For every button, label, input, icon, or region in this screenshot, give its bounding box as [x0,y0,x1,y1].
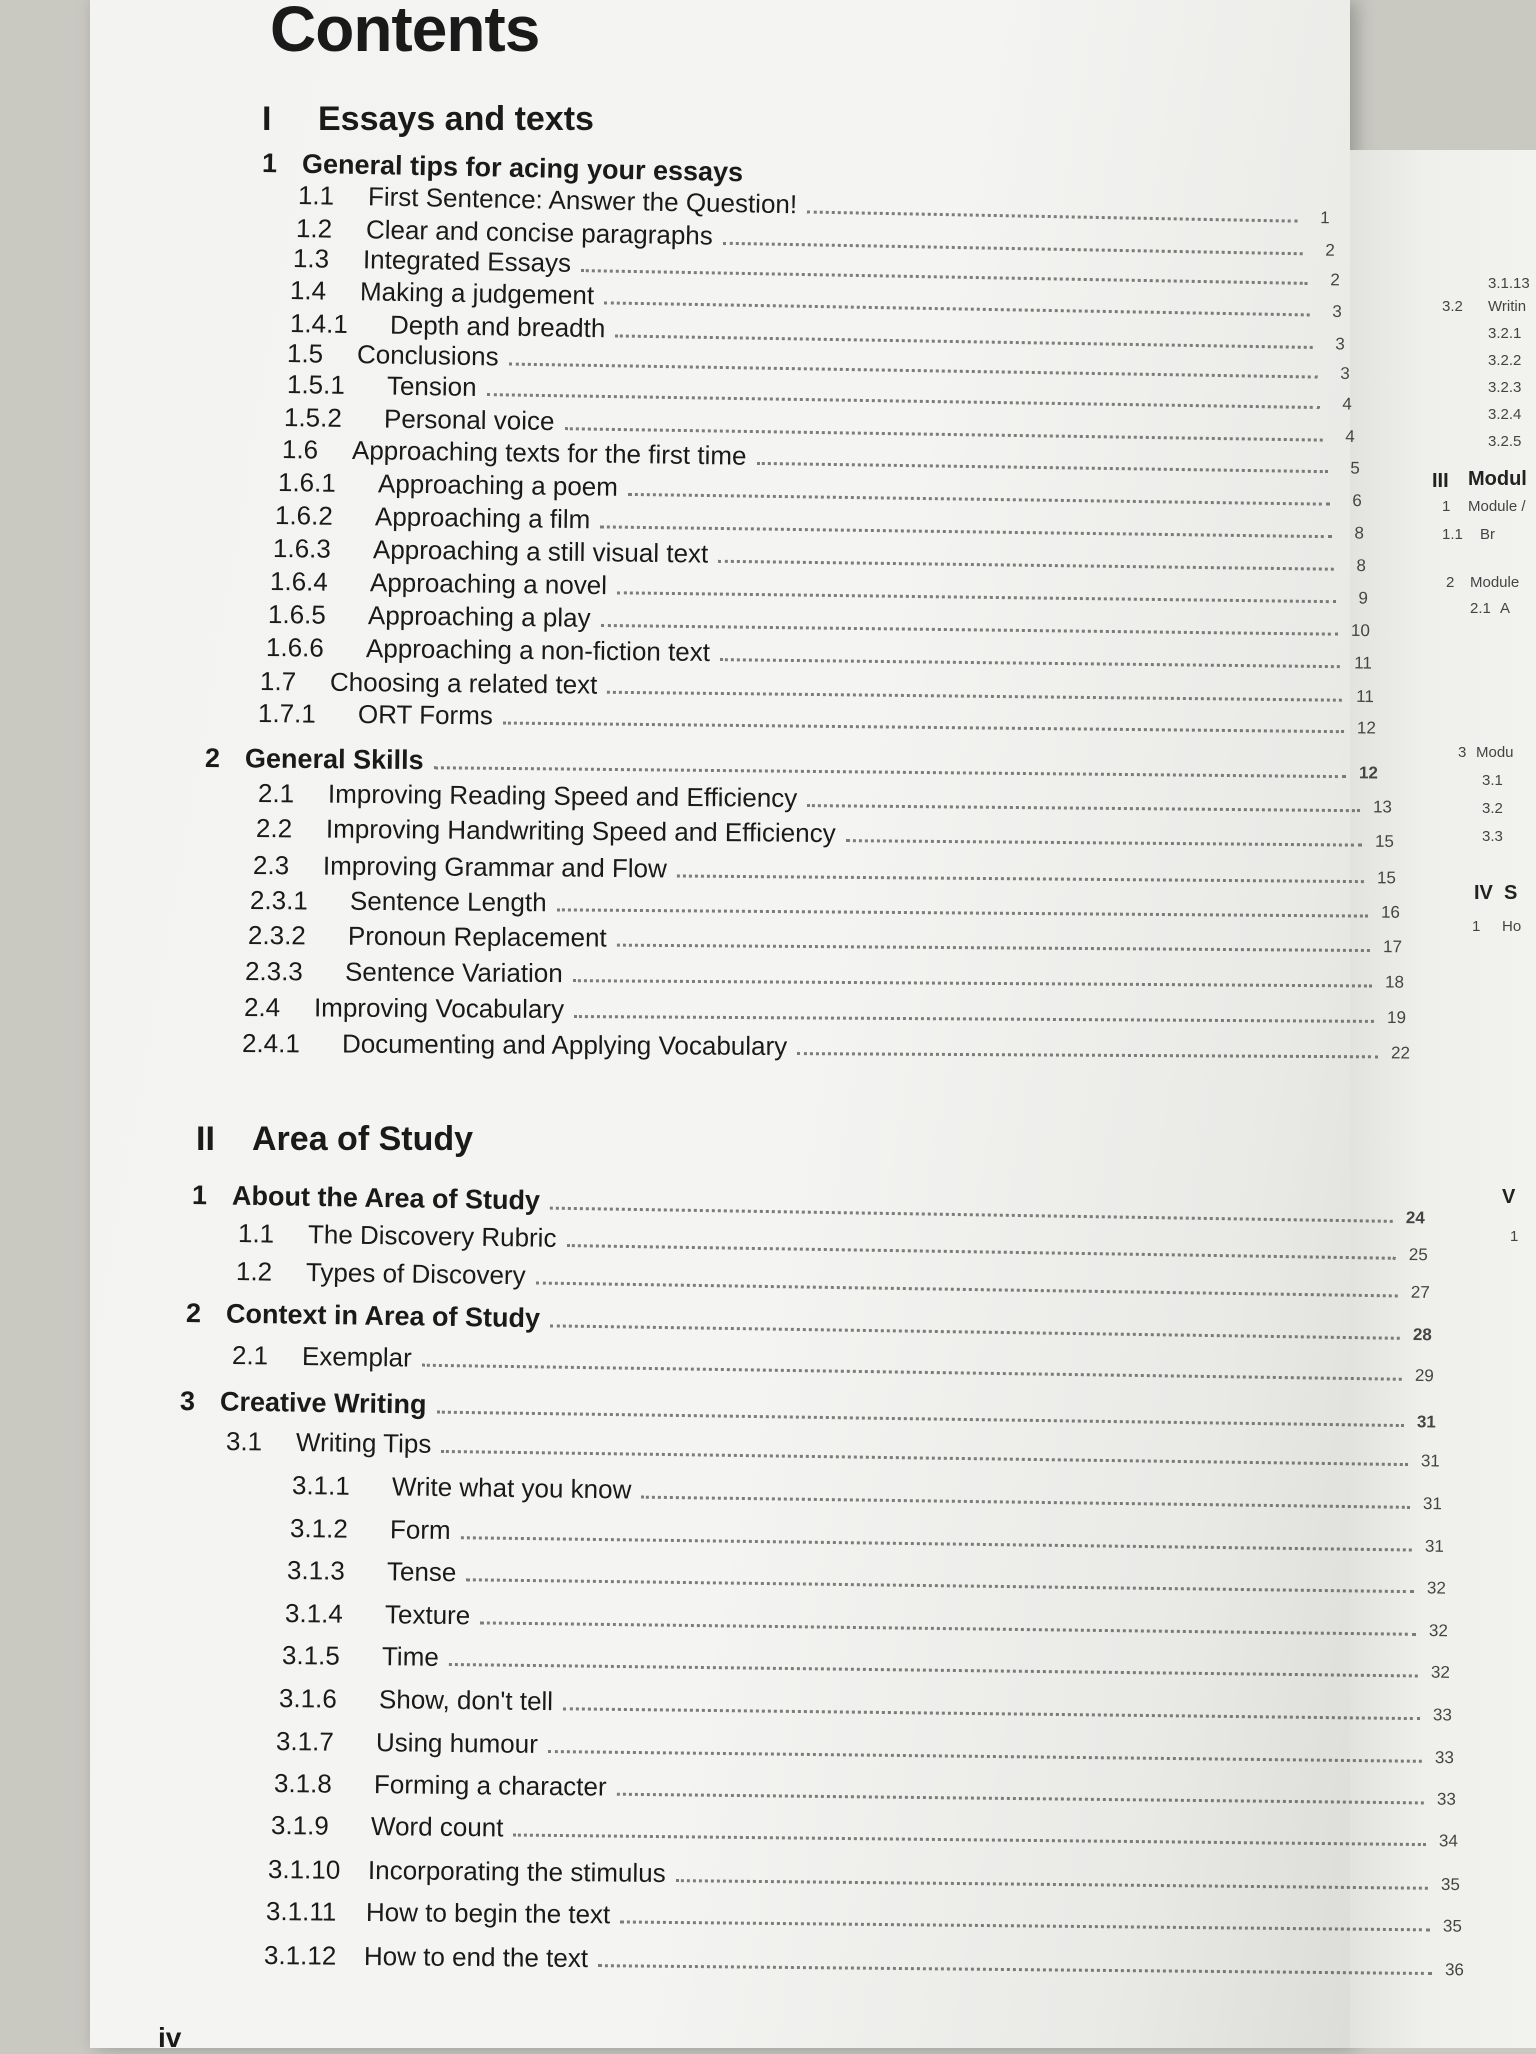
toc-entry-title: About the Area of Study [232,1183,546,1215]
toc-entry-title: Write what you know [392,1473,638,1502]
toc-entry-title: Personal voice [384,406,561,435]
toc-page-number: 34 [1436,1832,1458,1849]
toc-page-number: 11 [1352,688,1374,705]
facing-page-fragment: 1.1 [1442,526,1463,543]
toc-entry-title: General tips for acing your essays [302,151,750,187]
facing-page-fragment: 1 [1472,918,1480,935]
facing-page-fragment: 3.1 [1482,772,1503,789]
page-title: Contents [270,0,539,66]
toc-page-number: 8 [1342,524,1364,541]
facing-page-fragment: 3.2.2 [1488,352,1521,369]
part-number: II [196,1120,252,1159]
facing-page-fragment: 3.2 [1442,298,1463,315]
toc-entry-title: Using humour [376,1729,544,1757]
toc-entry-title: Creative Writing [220,1389,433,1419]
toc-entry-number: 3.1.10 [268,1856,368,1883]
toc-page-number: 16 [1378,904,1400,921]
dot-leader [797,1049,1378,1058]
dot-leader [617,941,1370,952]
toc-entry-number: 2.4.1 [242,1030,342,1057]
toc-page-number: 2 [1313,241,1335,258]
toc-entry-title: Approaching texts for the first time [352,437,753,469]
toc-entry-number: 1.6.4 [270,568,370,595]
toc-page-number: 9 [1346,589,1368,606]
toc-entry-title: Approaching a play [368,602,597,631]
toc-page-number: 22 [1388,1044,1410,1061]
facing-page-fragment: 3.2 [1482,800,1503,817]
toc-entry-number: 3.1.6 [279,1685,379,1712]
toc-entry-title: First Sentence: Answer the Question! [368,183,804,217]
toc-page-number: 33 [1434,1791,1456,1808]
toc-page-number: 32 [1426,1622,1448,1639]
toc-entry-number: 3.1.9 [271,1812,371,1839]
toc-entry-number: 3.1.12 [264,1942,364,1969]
toc-entry-number: 2.1 [232,1342,302,1369]
toc-entry-number: 3.1.8 [274,1770,374,1797]
toc-page-number: 10 [1348,622,1370,639]
toc-page-number: 5 [1338,459,1360,476]
toc-page-number: 31 [1414,1413,1436,1430]
toc-entry-title: Approaching a novel [370,569,613,598]
toc-page-number: 1 [1308,209,1330,226]
toc-entry-number: 1.5.1 [287,371,387,399]
toc-entry-title: Tense [387,1558,463,1585]
toc-page-number: 18 [1382,974,1404,991]
toc-page-number: 36 [1442,1961,1464,1978]
toc-entry-number: 1.1 [238,1220,308,1247]
page-number: iv [158,2022,181,2054]
toc-subsection-row [242,1030,1410,1063]
toc-page-number: 28 [1410,1326,1432,1343]
facing-page-fragment: Modu [1476,744,1514,761]
toc-entry-number: 1 [192,1182,232,1210]
toc-entry-title: Approaching a non-fiction text [366,635,716,665]
toc-entry-title: Improving Grammar and Flow [323,853,673,882]
toc-entry-title: Form [390,1516,457,1543]
toc-entry-number: 1.2 [236,1258,306,1285]
facing-page-fragment: 2 [1446,574,1454,591]
toc-page-number: 15 [1374,869,1396,886]
toc-page-number: 31 [1418,1452,1440,1469]
facing-page-fragment: IV [1474,882,1493,905]
toc-entry-title: Choosing a related text [330,669,604,698]
toc-page-number: 35 [1440,1917,1462,1934]
toc-entry-title: Conclusions [357,341,505,369]
toc-entry-number: 1.7 [260,668,330,695]
toc-entry-title: Improving Vocabulary [314,994,570,1022]
toc-entry-title: Writing Tips [296,1429,438,1457]
toc-entry-title: General Skills [245,745,430,774]
toc-entry-title: How to end the text [364,1943,594,1971]
toc-entry-number: 3 [180,1388,220,1416]
toc-entry-number: 3.1.2 [290,1515,390,1542]
toc-entry-number: 3.1.3 [287,1557,387,1584]
toc-entry-number: 1.5.2 [284,404,384,431]
toc-page-number: 4 [1333,428,1355,445]
facing-page-fragment: 3.3 [1482,828,1503,845]
dot-leader [574,1012,1374,1023]
facing-page-fragment: 2.1 [1470,600,1491,617]
dot-leader [807,801,1360,812]
dot-leader [846,836,1362,847]
toc-entry-number: 1.6.5 [268,601,368,628]
facing-page-fragment: 3.2.3 [1488,379,1521,396]
toc-entry-title: Word count [371,1813,510,1840]
toc-entry-number: 3.1.11 [266,1898,366,1925]
toc-entry-number: 1 [262,150,303,178]
toc-entry-title: Approaching a poem [378,470,624,499]
toc-entry-number: 2 [186,1300,226,1328]
toc-entry-number: 1.2 [296,215,366,242]
toc-entry-number: 1.3 [293,245,363,272]
toc-entry-title: The Discovery Rubric [308,1221,563,1251]
toc-entry-number: 2.3.1 [250,887,350,914]
toc-page-number: 32 [1428,1664,1450,1681]
toc-entry-number: 1.6 [282,436,352,463]
toc-entry-title: Show, don't tell [379,1686,559,1714]
toc-entry-title: Integrated Essays [363,246,578,276]
dot-leader [573,976,1372,987]
facing-page-fragment: 1 [1442,498,1450,515]
toc-entry-number: 3.1.7 [276,1728,376,1755]
toc-entry-number: 2.3.2 [248,922,348,949]
part-title: Area of Study [252,1120,473,1158]
toc-entry-number: 2 [205,745,245,772]
toc-entry-title: Context in Area of Study [226,1301,546,1333]
toc-entry-title: Tension [387,373,483,400]
toc-page-number: 29 [1412,1367,1434,1384]
facing-page-fragment: Br [1480,526,1495,543]
toc-page-number: 4 [1330,395,1352,412]
facing-page-fragment: Modul [1468,468,1527,491]
toc-entry-title: Exemplar [302,1343,418,1371]
toc-page-number: 32 [1424,1579,1446,1596]
toc-entry-title: Forming a character [374,1771,613,1800]
toc-entry-number: 3.1.4 [285,1600,385,1627]
facing-page-fragment: 1 [1510,1228,1518,1245]
toc-entry-number: 1.6.3 [273,535,373,562]
part-title: Essays and texts [318,100,594,138]
toc-page-number: 25 [1406,1246,1428,1263]
toc-entry-title: Making a judgement [360,278,601,308]
toc-entry-title: Depth and breadth [390,312,612,342]
toc-entry-title: Texture [385,1601,477,1628]
toc-page-number: 31 [1422,1538,1444,1555]
toc-entry-number: 1.4 [290,277,360,304]
toc-entry-title: Approaching a film [375,503,597,532]
facing-page-fragment: A [1500,600,1510,617]
part-heading [262,100,594,139]
toc-entry-number: 3.1 [226,1428,296,1455]
toc-page-number: 3 [1328,365,1350,382]
toc-entry-title: Improving Reading Speed and Efficiency [328,781,803,811]
toc-entry-number: 3.1.1 [292,1472,392,1499]
facing-page-fragment: 3.2.1 [1488,325,1521,342]
facing-page-fragment: Module [1470,574,1519,591]
toc-entry-title: Sentence Variation [345,959,569,986]
toc-entry-number: 3.1.5 [282,1642,382,1669]
facing-page-fragment: 3.2.5 [1488,433,1521,450]
toc-page-number: 24 [1403,1209,1425,1226]
toc-entry-number: 2.3.3 [245,958,345,985]
facing-page-fragment: S [1504,882,1517,905]
part-number: I [262,100,318,139]
toc-entry-title: Time [382,1643,445,1670]
toc-page-number: 6 [1340,492,1362,509]
toc-page-number: 12 [1356,764,1378,781]
toc-entry-number: 1.6.1 [278,469,378,496]
toc-entry-number: 1.4.1 [290,310,390,338]
facing-page-fragment: 3.1.13 [1488,275,1530,292]
toc-entry-title: Pronoun Replacement [348,923,613,951]
toc-entry-title: ORT Forms [358,701,499,728]
toc-page-number: 19 [1384,1009,1406,1026]
toc-page-number: 2 [1318,271,1340,288]
toc-page-number: 3 [1323,335,1345,352]
toc-entry-title: Sentence Length [350,888,553,916]
toc-page-number: 11 [1350,654,1372,671]
facing-page-fragment: III [1432,470,1449,493]
toc-page-number: 17 [1380,938,1402,955]
toc-page-number: 15 [1372,833,1394,850]
toc-page-number: 13 [1370,798,1392,815]
toc-page-number: 3 [1320,303,1342,320]
toc-page-number: 35 [1438,1876,1460,1893]
facing-page-fragment: Ho [1502,918,1521,935]
toc-entry-number: 2.4 [244,994,314,1020]
toc-entry-number: 1.6.6 [266,634,366,661]
toc-entry-title: Improving Handwriting Speed and Efficiency [326,816,842,846]
toc-entry-title: Documenting and Applying Vocabulary [342,1031,793,1060]
dot-leader [557,905,1368,917]
toc-page-number: 12 [1354,719,1376,736]
toc-page-number: 33 [1432,1749,1454,1766]
facing-page-fragment: Writin [1488,298,1526,315]
toc-entry-title: Types of Discovery [306,1259,532,1288]
dot-leader [677,871,1364,883]
facing-page-fragment: 3.2.4 [1488,406,1521,423]
toc-page-number: 27 [1408,1284,1430,1301]
toc-entry-title: How to begin the text [366,1899,617,1927]
toc-entry-number: 1.1 [298,182,368,209]
toc-entry-title: Approaching a still visual text [373,536,715,566]
toc-entry-number: 1.6.2 [275,502,375,529]
toc-page-number: 33 [1430,1706,1452,1723]
facing-page-fragment: Module / [1468,498,1526,515]
toc-entry-number: 1.7.1 [258,700,358,727]
facing-page-fragment: 3 [1458,744,1466,761]
toc-entry-title: Clear and concise paragraphs [366,216,719,248]
toc-entry-number: 1.5 [287,340,357,367]
toc-entry-title: Incorporating the stimulus [368,1857,672,1886]
toc-page-number: 31 [1420,1495,1442,1512]
toc-entry-number: 2.1 [258,780,328,807]
toc-entry-number: 2.2 [256,815,326,842]
facing-page-fragment: V [1502,1186,1515,1209]
part-heading [196,1120,473,1159]
toc-page-number: 8 [1344,557,1366,574]
toc-entry-number: 2.3 [253,852,323,879]
